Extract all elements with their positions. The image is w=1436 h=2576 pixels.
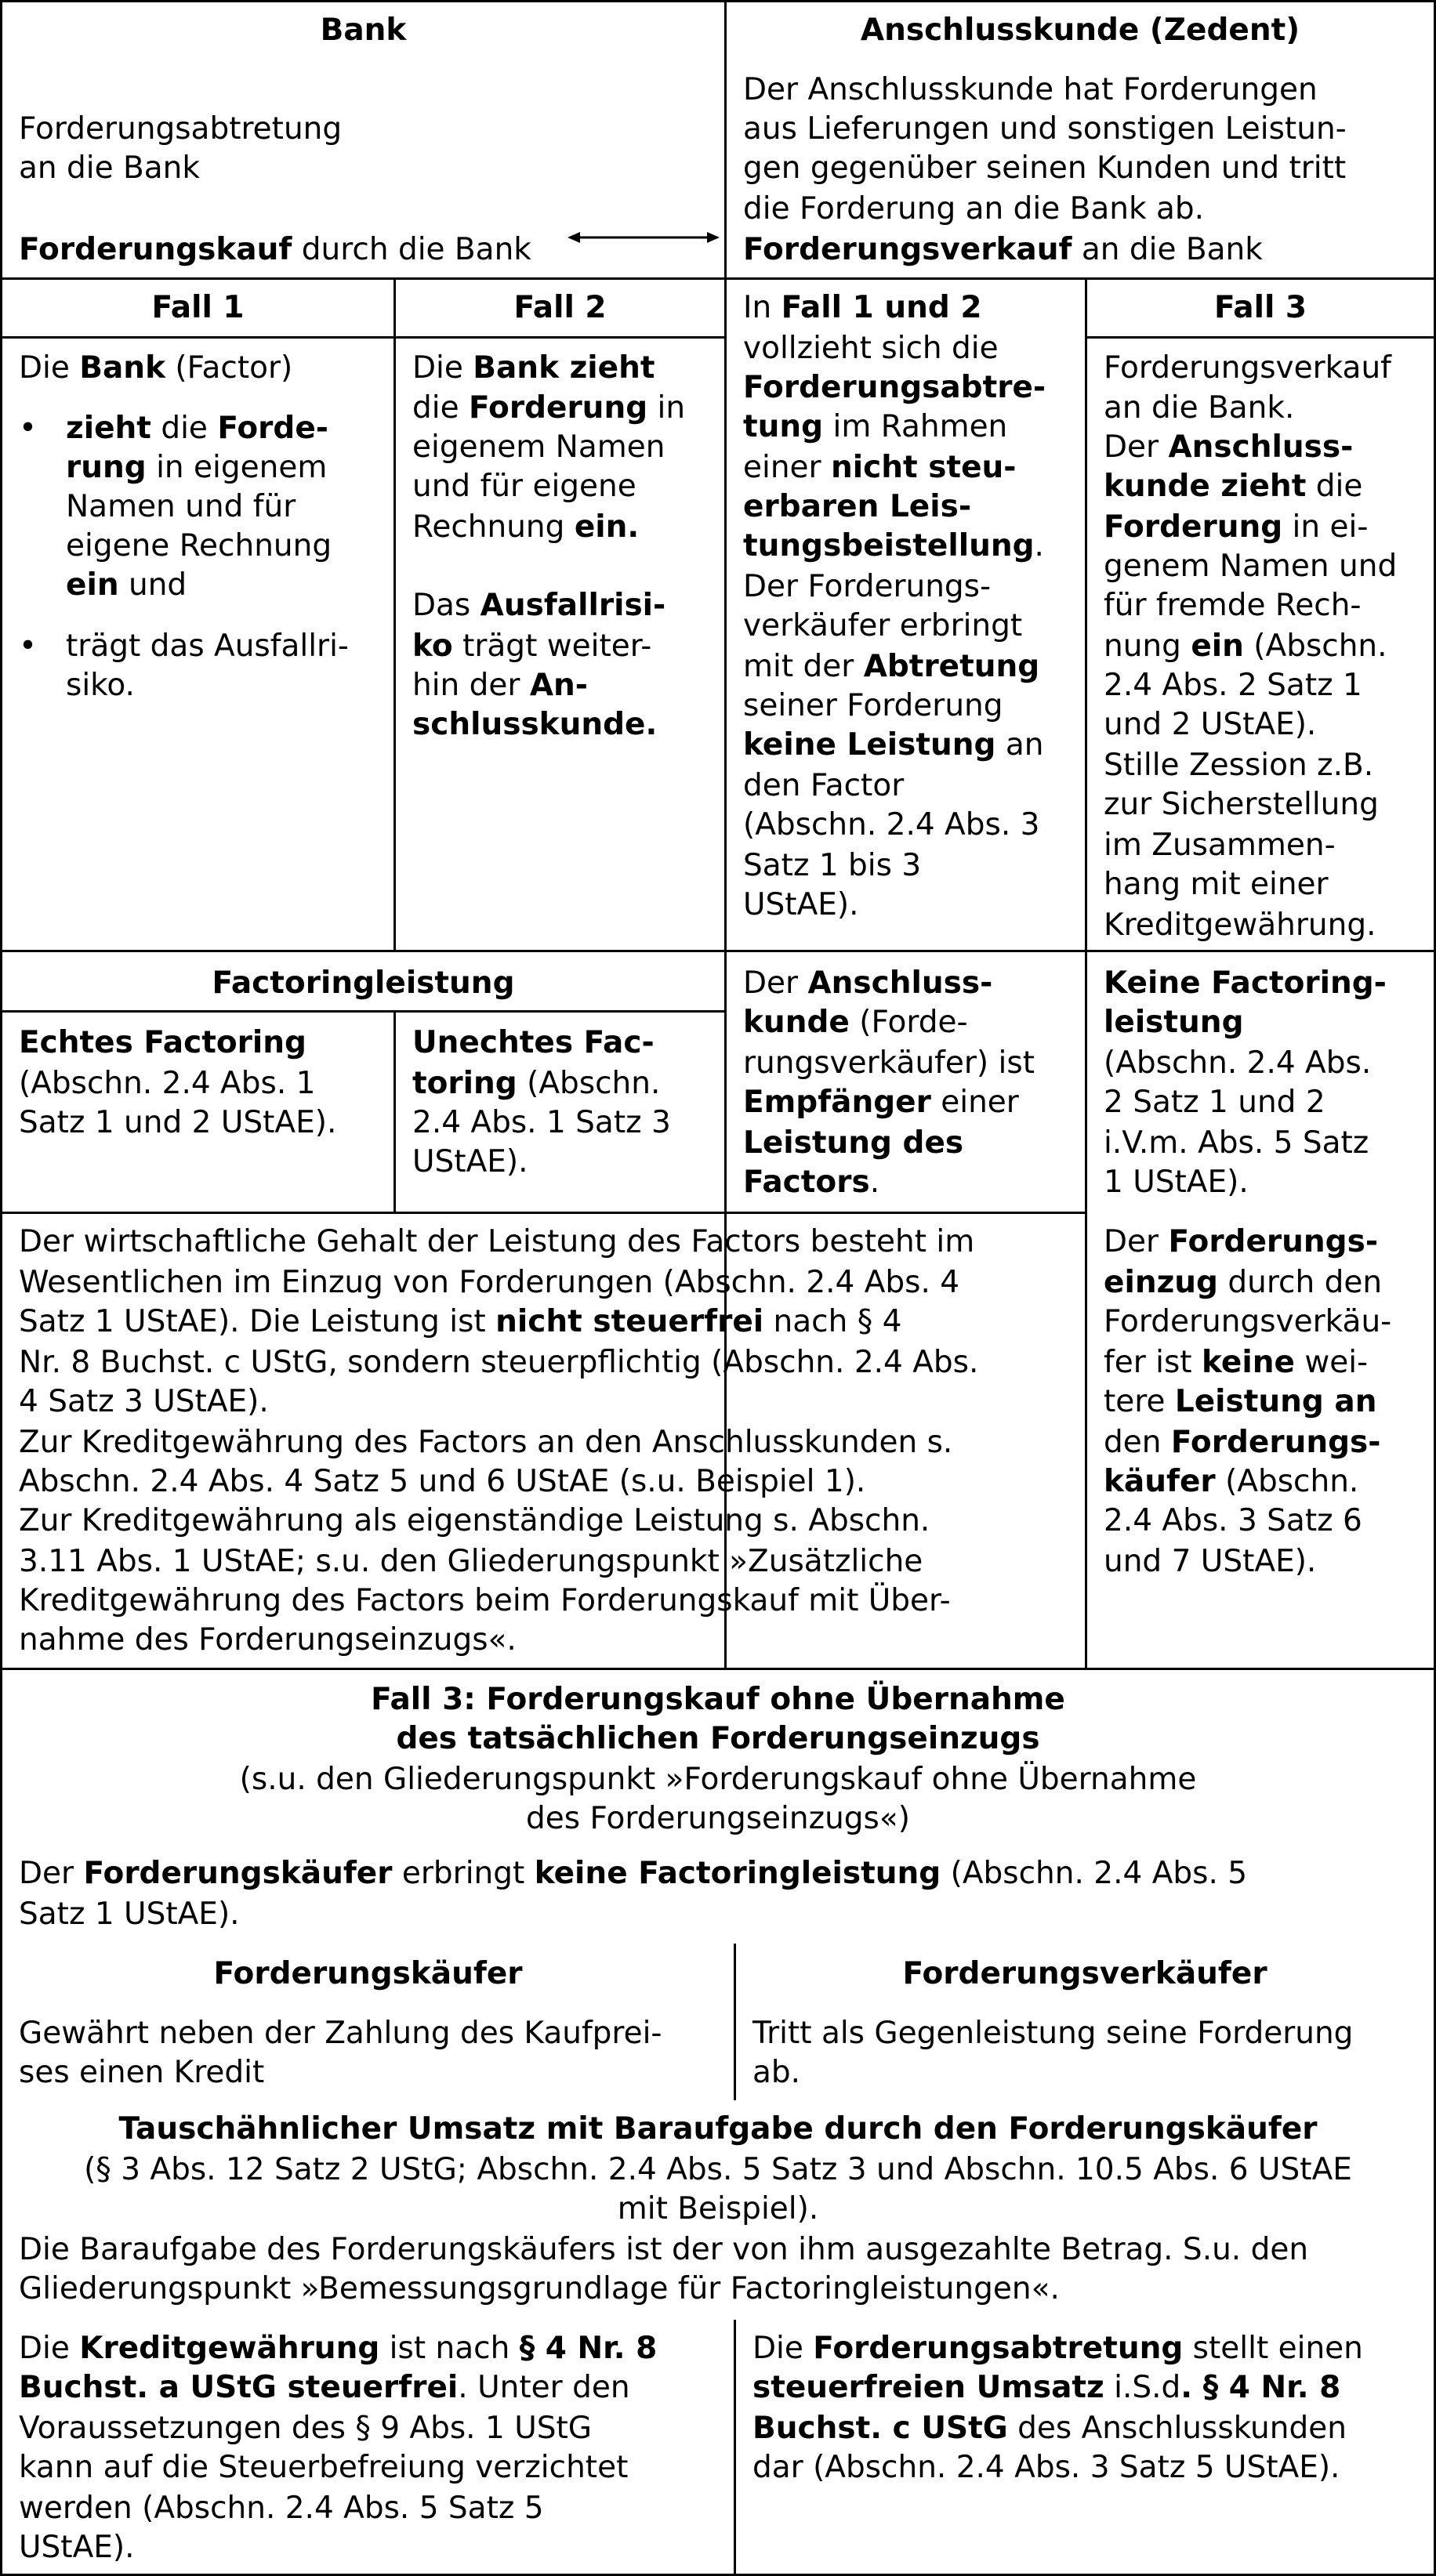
exchange-line5: Gliederungspunkt »Bemessungsgrundlage für Factoringleistungen«. [19, 2271, 1060, 2306]
fall2-line8: hin der An- [412, 668, 588, 703]
middle-line16: UStAE). [743, 887, 859, 922]
content-line7: Abschn. 2.4 Abs. 4 Satz 5 und 6 UStAE (s.u. Beispiel 1). [19, 1464, 866, 1499]
recipient-line6: Factors. [743, 1165, 880, 1200]
no-factoring-line5: i.V.m. Abs. 5 Satz [1104, 1125, 1369, 1161]
divider-fall1-fall2 [393, 279, 396, 951]
bank-purchase-line: Forderungskauf durch die Bank [19, 232, 531, 267]
fall1-bullet1-line5: ein und [66, 567, 187, 603]
echt-factoring-line2: (Abschn. 2.4 Abs. 1 [19, 1066, 316, 1101]
unecht-factoring-line2: toring (Abschn. [412, 1066, 661, 1101]
middle-line4: tung im Rahmen [743, 409, 1008, 444]
credit-line6: UStAE). [19, 2530, 135, 2565]
no-factoring-line8: einzug durch den [1104, 1265, 1383, 1300]
fall3-line1: Forderungsverkauf [1104, 350, 1391, 386]
buyer-line1: Gewährt neben der Zahlung des Kaufprei- [19, 2016, 662, 2051]
middle-line9: verkäufer erbringt [743, 608, 1023, 643]
no-factoring-line11: tere Leistung an [1104, 1384, 1377, 1419]
no-factoring-line4: 2 Satz 1 und 2 [1104, 1085, 1325, 1120]
seller-header: Forderungsverkäufer [902, 1956, 1267, 1991]
bank-assignment-line2: an die Bank [19, 150, 200, 186]
divider-fall12-header [0, 336, 724, 339]
no-factoring-line13: käufer (Abschn. [1104, 1464, 1359, 1499]
content-line8: Zur Kreditgewährung als eigenständige Leistung s. Abschn. [19, 1503, 930, 1538]
credit-line3: Voraussetzungen des § 9 Abs. 1 UStG [19, 2411, 593, 2446]
fall3-section-title-line1: Fall 3: Forderungskauf ohne Übernahme [371, 1682, 1065, 1717]
unecht-factoring-line3: 2.4 Abs. 1 Satz 3 [412, 1105, 671, 1140]
middle-line2: vollzieht sich die [743, 331, 999, 366]
exchange-line2: (§ 3 Abs. 12 Satz 2 UStG; Abschn. 2.4 Abs. 5 Satz 3 und Abschn. 10.5 Abs. 6 UStAE [84, 2152, 1352, 2187]
middle-line15: Satz 1 bis 3 [743, 848, 922, 883]
fall1-bullet1-line2: rung in eigenem [66, 450, 328, 485]
recipient-line3: rungsverkäufer) ist [743, 1045, 1035, 1081]
fall2-line7: ko trägt weiter- [412, 629, 652, 664]
fall2-line4: und für eigene [412, 469, 636, 504]
fall3-line6: genem Namen und [1104, 549, 1398, 584]
divider-credit-assign [734, 2320, 736, 2574]
fall3-line9: 2.4 Abs. 2 Satz 1 [1104, 668, 1362, 703]
fall3-line14: hang mit einer [1104, 867, 1329, 902]
assign-line1: Die Forderungsabtretung stellt einen [752, 2331, 1363, 2366]
fall1-bullet1-line3: Namen und für [66, 489, 296, 524]
content-line4: Nr. 8 Buchst. c UStG, sondern steuerpflichtig (Abschn. 2.4 Abs. [19, 1345, 979, 1380]
credit-line1: Die Kreditgewährung ist nach § 4 Nr. 8 [19, 2331, 658, 2366]
recipient-line4: Empfänger einer [743, 1085, 1019, 1120]
fall1-line1: Die Bank (Factor) [19, 350, 293, 386]
fall2-line9: schlusskunde. [412, 707, 658, 742]
fall1-bullet2-line2: siko. [66, 668, 135, 703]
middle-line13: den Factor [743, 768, 905, 803]
fall3-line12: zur Sicherstellung [1104, 787, 1379, 822]
buyer-line2: ses einen Kredit [19, 2055, 265, 2090]
client-sale-line: Forderungsverkauf an die Bank [743, 232, 1263, 267]
content-line9: 3.11 Abs. 1 UStAE; s.u. den Gliederungspunkt »Zusätzliche [19, 1544, 923, 1579]
no-factoring-line14: 2.4 Abs. 3 Satz 6 [1104, 1503, 1362, 1538]
divider-factoring-types-end [0, 1212, 1085, 1214]
divider-factoring-header [0, 1010, 724, 1013]
seller-line2: ab. [752, 2055, 801, 2090]
fall2-line6: Das Ausfallrisi- [412, 588, 666, 623]
assign-line4: dar (Abschn. 2.4 Abs. 3 Satz 5 UStAE). [752, 2450, 1340, 2485]
no-factoring-line2: leistung [1104, 1005, 1244, 1040]
recipient-line5: Leistung des [743, 1125, 964, 1161]
divider-top-row [0, 277, 1436, 280]
client-text-line1: Der Anschlusskunde hat Forderungen [743, 72, 1318, 107]
divider-bank-client [724, 0, 727, 1669]
fall3-line3: Der Anschluss- [1104, 429, 1354, 465]
fall2-header: Fall 2 [513, 290, 607, 325]
no-factoring-line7: Der Forderungs- [1104, 1224, 1379, 1259]
middle-line8: Der Forderungs- [743, 569, 992, 604]
divider-factoring-end [0, 1668, 1436, 1670]
no-factoring-line6: 1 UStAE). [1104, 1165, 1249, 1200]
content-line11: nahme des Forderungseinzugs«. [19, 1622, 517, 1658]
recipient-line1: Der Anschluss- [743, 966, 993, 1001]
border-top [0, 0, 1436, 2]
recipient-line2: kunde (Forde- [743, 1005, 968, 1040]
fall3-line4: kunde zieht die [1104, 469, 1363, 504]
middle-line12: keine Leistung an [743, 727, 1044, 763]
fall3-intro-line1: Der Forderungskäufer erbringt keine Factoringleistung (Abschn. 2.4 Abs. 5 [19, 1856, 1248, 1891]
fall3-line2: an die Bank. [1104, 390, 1295, 426]
content-line2: Wesentlichen im Einzug von Forderungen (Abschn. 2.4 Abs. 4 [19, 1265, 960, 1300]
middle-line1: In Fall 1 und 2 [743, 290, 982, 325]
content-line3: Satz 1 UStAE). Die Leistung ist nicht steuerfrei nach § 4 [19, 1304, 902, 1339]
buyer-header: Forderungskäufer [213, 1956, 523, 1991]
exchange-line3: mit Beispiel). [617, 2191, 819, 2226]
fall3-line10: und 2 UStAE). [1104, 707, 1317, 742]
middle-line10: mit der Abtretung [743, 649, 1040, 684]
fall3-section-subtitle-line2: des Forderungseinzugs«) [526, 1801, 910, 1836]
no-factoring-line15: und 7 UStAE). [1104, 1544, 1317, 1579]
middle-line6: erbaren Leis- [743, 489, 972, 524]
bullet-icon: • [19, 629, 38, 664]
exchange-title: Tauschähnlicher Umsatz mit Baraufgabe durch den Forderungskäufer [118, 2111, 1318, 2147]
middle-line3: Forderungsabtre- [743, 370, 1046, 405]
bank-header: Bank [320, 13, 407, 48]
content-line1: Der wirtschaftliche Gehalt der Leistung des Factors besteht im [19, 1224, 975, 1259]
fall3-line7: für fremde Rech- [1104, 588, 1362, 623]
bullet-icon: • [19, 411, 38, 446]
double-arrow-icon [568, 231, 720, 244]
no-factoring-line12: den Forderungs- [1104, 1425, 1381, 1460]
unecht-factoring-line4: UStAE). [412, 1144, 528, 1179]
divider-fall3-header [1085, 336, 1436, 339]
fall1-header: Fall 1 [151, 290, 245, 325]
fall3-section-subtitle-line1: (s.u. den Gliederungspunkt »Forderungskauf ohne Übernahme [239, 1762, 1197, 1797]
content-line5: 4 Satz 3 UStAE). [19, 1384, 269, 1419]
no-factoring-line10: fer ist keine wei- [1104, 1345, 1369, 1380]
middle-line7: tungsbeistellung. [743, 528, 1044, 563]
fall3-line8: nung ein (Abschn. [1104, 629, 1387, 664]
fall2-line1: Die Bank zieht [412, 350, 655, 386]
credit-line2: Buchst. a UStG steuerfrei. Unter den [19, 2370, 630, 2405]
assign-line3: Buchst. c UStG des Anschlusskunden [752, 2411, 1347, 2446]
unecht-factoring-line1: Unechtes Fac- [412, 1025, 655, 1060]
assign-line2: steuerfreien Umsatz i.S.d. § 4 Nr. 8 [752, 2370, 1341, 2405]
seller-line1: Tritt als Gegenleistung seine Forderung [752, 2016, 1354, 2051]
content-line6: Zur Kreditgewährung des Factors an den Anschlusskunden s. [19, 1425, 953, 1460]
fall3-intro-line2: Satz 1 UStAE). [19, 1897, 240, 1932]
no-factoring-line3: (Abschn. 2.4 Abs. [1104, 1045, 1372, 1081]
client-header: Anschlusskunde (Zedent) [860, 13, 1300, 48]
client-text-line4: die Forderung an die Bank ab. [743, 191, 1205, 226]
echt-factoring-title: Echtes Factoring [19, 1025, 306, 1060]
fall3-header: Fall 3 [1213, 290, 1307, 325]
middle-line11: seiner Forderung [743, 688, 1003, 723]
fall3-section-title-line2: des tatsächlichen Forderungseinzugs [396, 1721, 1040, 1756]
no-factoring-line1: Keine Factoring- [1104, 966, 1387, 1001]
fall1-bullet2-line1: trägt das Ausfallri- [66, 629, 349, 664]
fall2-line3: eigenem Namen [412, 429, 665, 465]
credit-line4: kann auf die Steuerbefreiung verzichtet [19, 2450, 629, 2485]
fall3-line5: Forderung in ei- [1104, 509, 1369, 545]
fall3-line13: im Zusammen- [1104, 828, 1336, 863]
client-text-line2: aus Lieferungen und sonstigen Leistun- [743, 111, 1347, 147]
exchange-line4: Die Baraufgabe des Forderungskäufers ist der von ihm ausgezahlte Betrag. S.u. den [19, 2232, 1309, 2267]
fall3-line11: Stille Zession z.B. [1104, 748, 1374, 783]
fall2-line5: Rechnung ein. [412, 509, 640, 545]
factoring-header: Factoringleistung [212, 966, 515, 1001]
divider-middle-fall3 [1085, 279, 1087, 1669]
credit-line5: werden (Abschn. 2.4 Abs. 5 Satz 5 [19, 2491, 544, 2526]
middle-line5: einer nicht steu- [743, 450, 1017, 485]
fall1-bullet1-line1: zieht die Forde- [66, 411, 328, 446]
middle-line14: (Abschn. 2.4 Abs. 3 [743, 807, 1040, 842]
client-text-line3: gen gegenüber seinen Kunden und tritt [743, 150, 1347, 186]
divider-cases-end [0, 950, 1436, 952]
fall3-line15: Kreditgewährung. [1104, 908, 1376, 943]
no-factoring-line9: Forderungsverkäu- [1104, 1304, 1392, 1339]
divider-echt-unecht [393, 1011, 396, 1213]
fall1-bullet1-line4: eigene Rechnung [66, 528, 332, 563]
echt-factoring-line3: Satz 1 und 2 UStAE). [19, 1105, 337, 1140]
fall2-line2: die Forderung in [412, 390, 686, 426]
content-line10: Kreditgewährung des Factors beim Forderungskauf mit Über- [19, 1583, 951, 1618]
bank-assignment-line1: Forderungsabtretung [19, 111, 343, 147]
